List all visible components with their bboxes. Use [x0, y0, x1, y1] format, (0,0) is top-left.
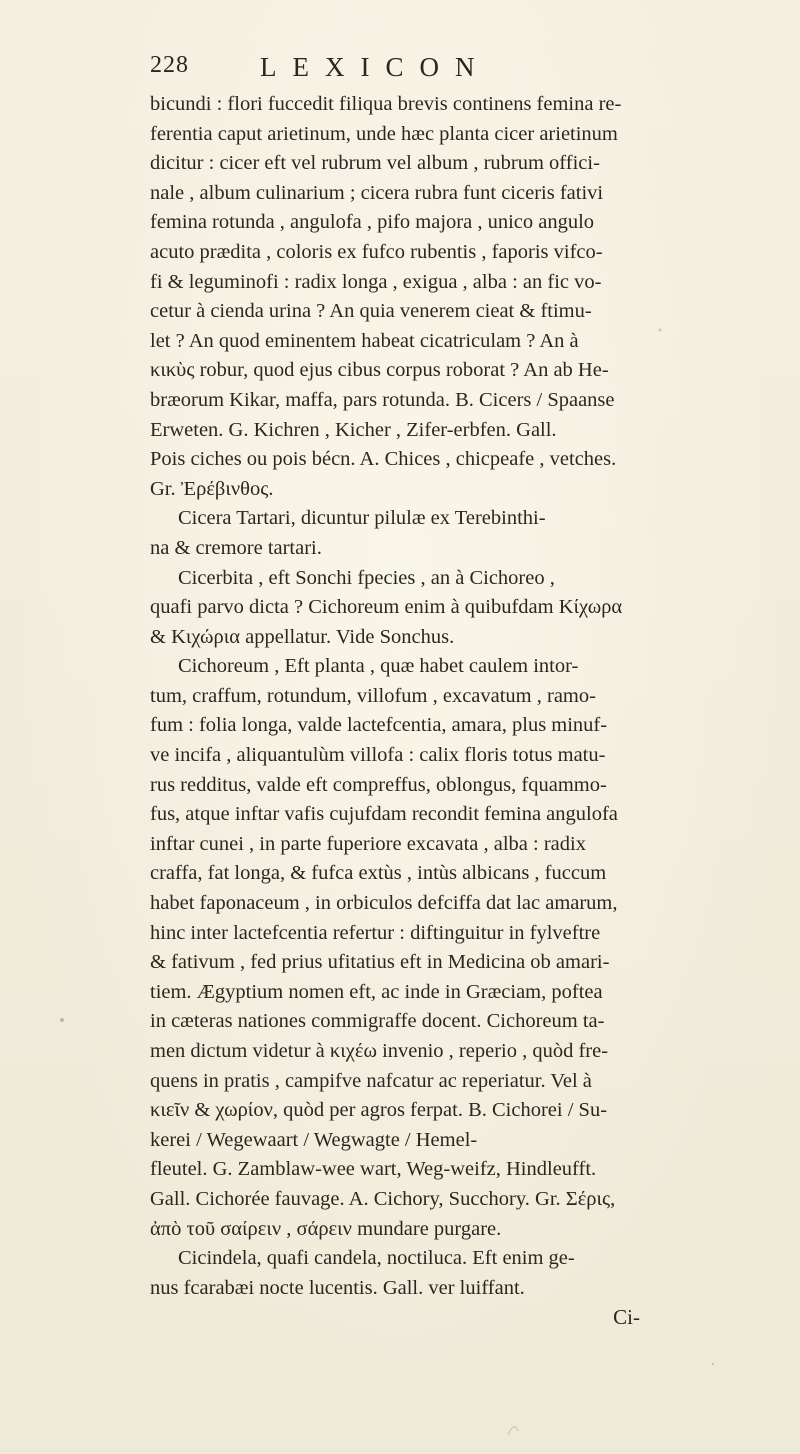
text-line: nus fcarabæi nocte lucentis. Gall. ver luiffant. [150, 1276, 525, 1299]
text-line: femina rotunda , angulofa , pifo majora , unico angulo [150, 211, 595, 234]
text-line: κικὺς robur, quod ejus cibus corpus roborat ? An ab He- [150, 359, 609, 382]
text-line: fi & leguminofi : radix longa , exigua , alba : an fic vo- [150, 270, 602, 293]
catchword: Ci- [613, 1305, 640, 1330]
text-line: craffa, fat longa, & fufca extùs , intùs albicans , fuccum [150, 862, 607, 885]
text-line: inftar cunei , in parte fuperiore excavata , alba : radix [150, 832, 586, 855]
text-line: men dictum videtur à κιχέω invenio , reperio , quòd fre- [150, 1040, 609, 1062]
text-line: hinc inter lactefcentia refertur : diftinguitur in fylveftre [150, 921, 601, 944]
text-line: tum, craffum, rotundum, villofum , excavatum , ramo- [150, 684, 596, 707]
text-line: quens in pratis , campifve nafcatur ac reperiatur. Vel à [150, 1069, 592, 1092]
text-line: fus, atque inftar vafis cujufdam recondit femina angulofa [150, 803, 618, 826]
text-line: cetur à cienda urina ? An quia venerem cieat & ftimu- [150, 300, 592, 323]
page-number: 228 [150, 52, 189, 78]
text-line: fum : folia longa, valde lactefcentia, amara, plus minuf- [150, 714, 608, 737]
page-header [150, 52, 650, 92]
entry-heading-line: Cicerbita , eft Sonchi fpecies , an à Cichoreo , [178, 566, 555, 589]
text-line: bræorum Kikar, maffa, pars rotunda. B. Cicers / Spaanse [150, 388, 615, 411]
text-line: ve incifa , aliquantulùm villofa : calix floris totus matu- [150, 744, 606, 767]
text-line: habet faponaceum , in orbiculos defciffa dat lac amarum, [150, 892, 618, 915]
text-line: bicundi : flori fuccedit filiqua brevis continens femina re- [150, 93, 622, 115]
text-line: ἀπὸ τοῦ σαίρειν , σάρειν mundare purgare. [150, 1217, 502, 1240]
text-line: in cæteras nationes commigraffe docent. Cichoreum ta- [150, 1010, 605, 1033]
text-line: fleutel. G. Zamblaw-wee wart, Weg-weifz, Hindleufft. [150, 1158, 597, 1181]
text-line: Erweten. G. Kichren , Kicher , Zifer-erbfen. Gall. [150, 418, 557, 441]
text-line: nale , album culinarium ; cicera rubra funt ciceris fativi [150, 181, 604, 204]
text-line: ferentia caput arietinum, unde hæc planta cicer arietinum [150, 122, 618, 145]
running-title: LEXICON [260, 52, 491, 82]
text-line: tiem. Ægyptium nomen eft, ac inde in Græciam, poftea [150, 980, 603, 1003]
catchword-line [150, 1303, 650, 1333]
text-line: Pois ciches ou pois bécn. A. Chices , chicpeafe , vetches. [150, 448, 617, 471]
entry-heading-line: Cicindela, quafi candela, noctiluca. Eft enim ge- [178, 1247, 575, 1270]
body-text [150, 90, 650, 1333]
text-line: let ? An quod eminentem habeat cicatriculam ? An à [150, 329, 579, 352]
entry-heading-line: Cichoreum , Eft planta , quæ habet caulem intor- [178, 655, 579, 678]
text-line: na & cremore tartari. [150, 536, 322, 559]
text-line: κιεῖν & χωρίον, quòd per agros ferpat. B. Cichorei / Su- [150, 1099, 608, 1122]
text-line: Gr. Ἐρέβινθος. [150, 477, 274, 500]
entry-heading-line: Cicera Tartari, dicuntur pilulæ ex Terebinthi- [178, 507, 546, 530]
text-line: & fativum , fed prius ufitatius eft in Medicina ob amari- [150, 951, 610, 974]
text-line: quafi parvo dicta ? Cichoreum enim à quibufdam Κίχωρα [150, 596, 623, 619]
text-line: acuto prædita , coloris ex fufco rubentis , faporis vifco- [150, 240, 603, 263]
text-line: Gall. Cichorée fauvage. A. Cichory, Succhory. Gr. Σέρις, [150, 1187, 616, 1210]
text-line: rus redditus, valde eft compreffus, oblongus, fquammo- [150, 773, 607, 796]
text-line: kerei / Wegewaart / Wegwagte / Hemel- [150, 1128, 478, 1151]
text-line: & Κιχώρια appellatur. Vide Sonchus. [150, 625, 455, 648]
text-line: dicitur : cicer eft vel rubrum vel album , rubrum offici- [150, 152, 600, 175]
